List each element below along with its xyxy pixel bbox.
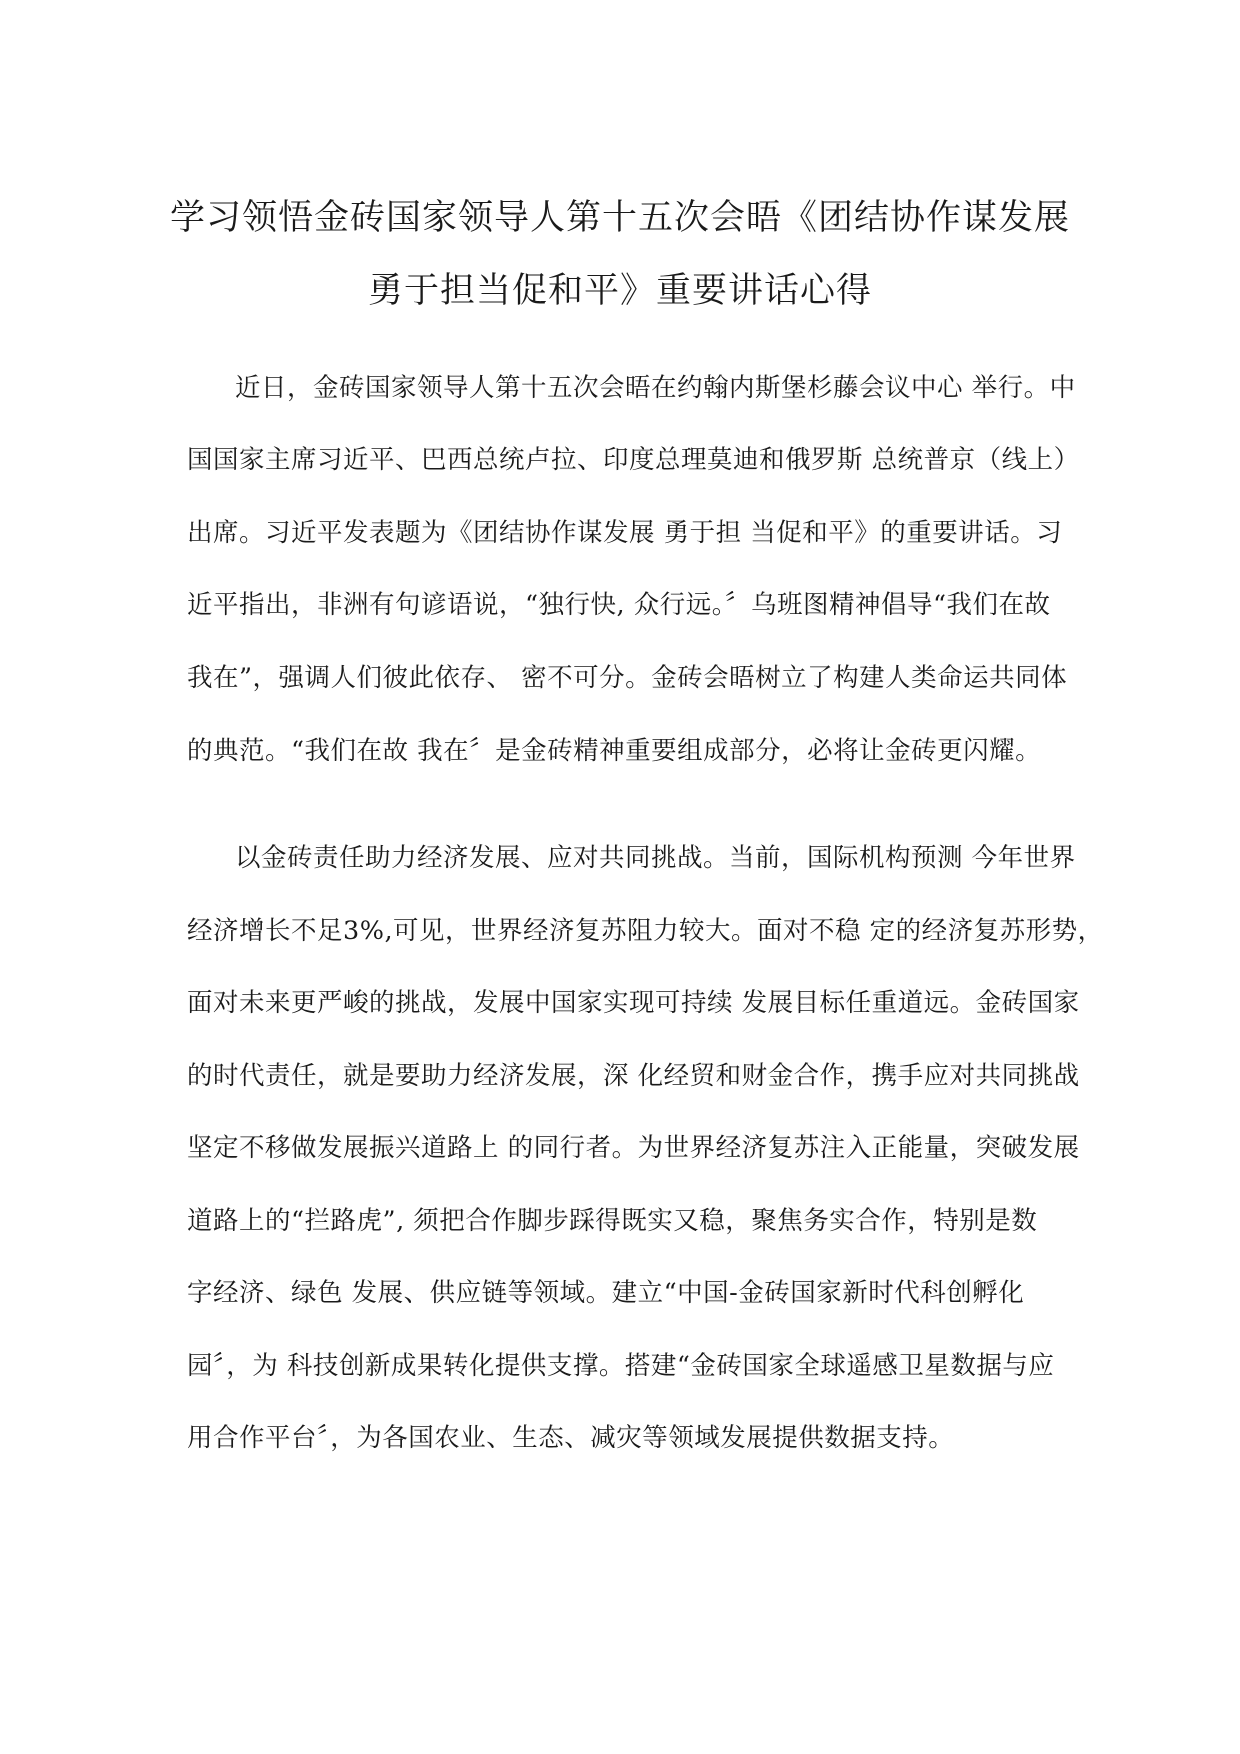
paragraph-2-line: 园〞，为 科技创新成果转化提供支撑。搭建“金砖国家全球遥感卫星数据与应 [187, 1351, 1055, 1381]
paragraph-2-line: 面对未来更严峻的挑战，发展中国家实现可持续 发展目标任重道远。金砖国家 [187, 988, 1080, 1018]
paragraph-1-line: 近日，金砖国家领导人第十五次会晤在约翰内斯堡杉藤会议中心 举行。中 [235, 373, 1076, 403]
document-title-line-1: 学习领悟金砖国家领导人第十五次会晤《团结协作谋发展 [169, 198, 1070, 238]
paragraph-2-line: 坚定不移做发展振兴道路上 的同行者。为世界经济复苏注入正能量，突破发展 [187, 1133, 1080, 1163]
document-title-line-2: 勇于担当促和平》重要讲话心得 [367, 271, 872, 311]
paragraph-1-line: 出席。习近平发表题为《团结协作谋发展 勇于担 当促和平》的重要讲话。习 [187, 518, 1063, 548]
paragraph-2-line: 经济增长不足3%,可见，世界经济复苏阻力较大。面对不稳 定的经济复苏形势， [187, 916, 1104, 946]
paragraph-2-line: 以金砖责任助力经济发展、应对共同挑战。当前，国际机构预测 今年世界 [235, 843, 1076, 873]
paragraph-1-line: 我在”，强调人们彼此依存、 密不可分。金砖会晤树立了构建人类命运共同体 [187, 663, 1068, 693]
paragraph-2-line: 道路上的“拦路虎”, 须把合作脚步踩得既实又稳，聚焦务实合作，特别是数 [187, 1206, 1038, 1236]
paragraph-1-line: 国国家主席习近平、巴西总统卢拉、印度总理莫迪和俄罗斯 总统普京（线上） [187, 445, 1080, 475]
paragraph-1-line: 近平指出，非洲有句谚语说，“独行快, 众行远。〞乌班图精神倡导“我们在故 [187, 590, 1051, 620]
paragraph-1-line: 的典范。“我们在故 我在〞是金砖精神重要组成部分，必将让金砖更闪耀。 [187, 736, 1042, 766]
paragraph-2-line: 用合作平台〞，为各国农业、生态、减灾等领域发展提供数据支持。 [187, 1423, 955, 1453]
paragraph-2-line: 的时代责任，就是要助力经济发展，深 化经贸和财金合作，携手应对共同挑战 [187, 1061, 1080, 1091]
paragraph-2-line: 字经济、绿色 发展、供应链等领域。建立“中国-金砖国家新时代科创孵化 [187, 1278, 1025, 1308]
